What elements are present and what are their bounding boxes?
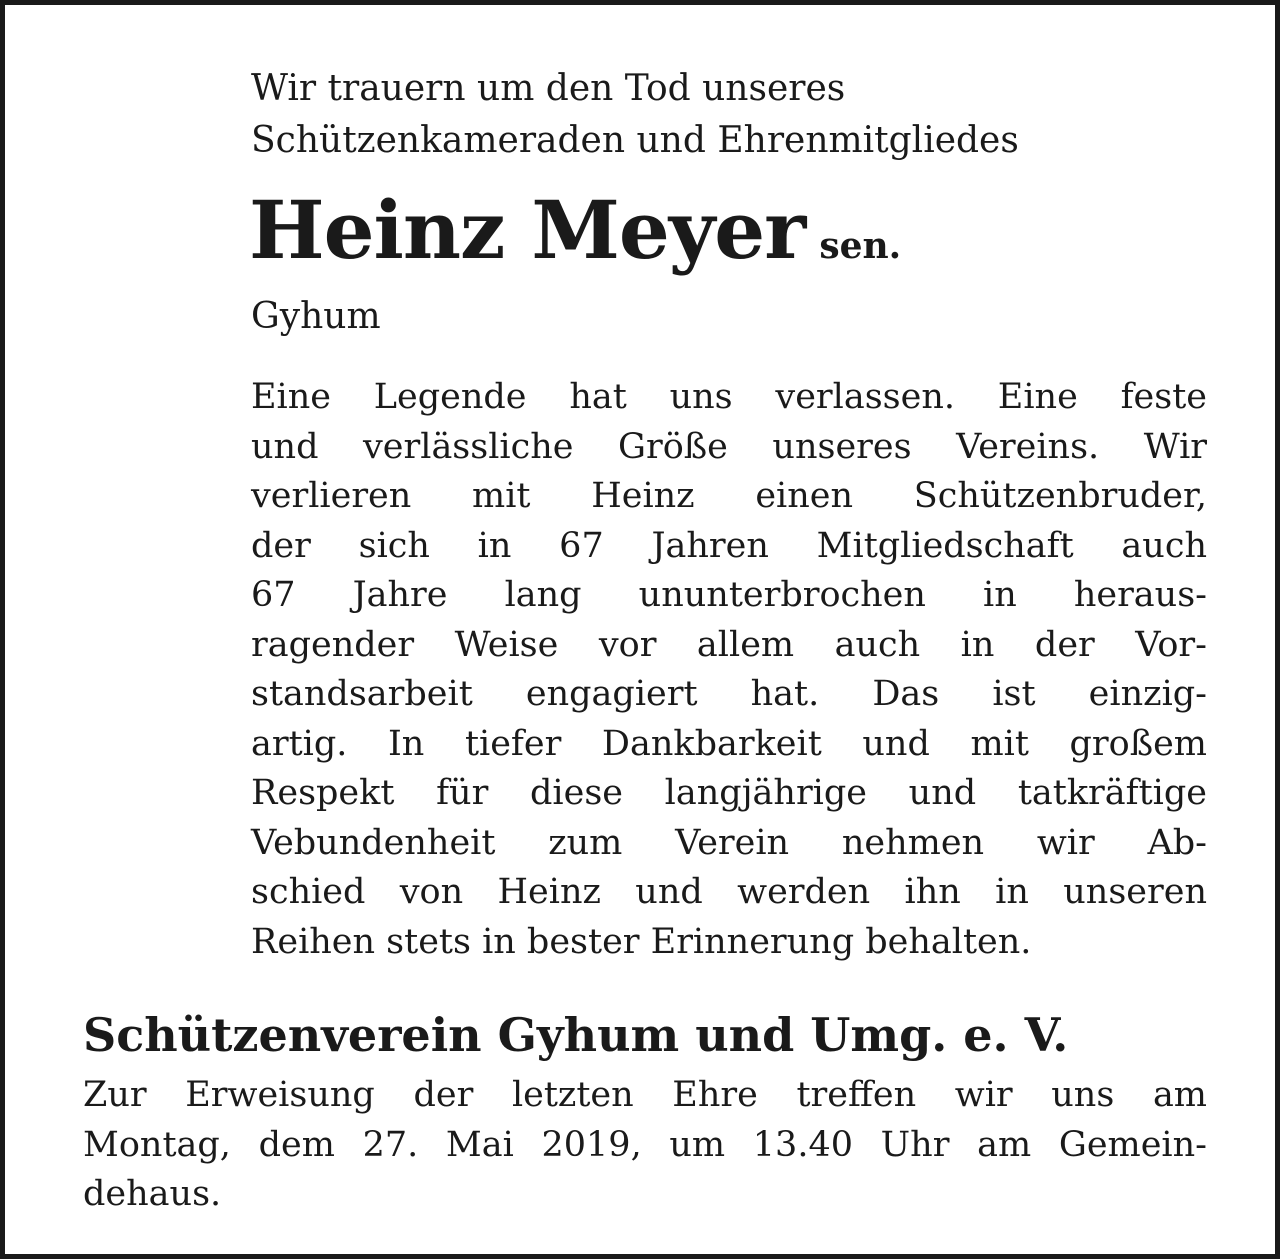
tribute-line: artig. In tiefer Dankbarkeit und mit großem xyxy=(251,723,1207,764)
tribute-line: Reihen stets in bester Erinnerung behalten. xyxy=(251,921,1032,962)
tribute-line: der sich in 67 Jahren Mitgliedschaft auch xyxy=(251,525,1207,566)
intro-line: Wir trauern um den Tod unseres xyxy=(251,68,846,109)
intro-text xyxy=(251,63,1211,167)
club-name: Schützenverein Gyhum und Umg. e. V. xyxy=(83,1008,1069,1062)
notice-line: dehaus. xyxy=(83,1174,222,1214)
tribute-line: standsarbeit engagiert hat. Das ist einzig- xyxy=(251,674,1207,714)
tribute-line: Eine Legende hat uns verlassen. Eine feste xyxy=(251,377,1207,417)
tribute-line: ragender Weise vor allem auch in der Vor- xyxy=(251,624,1207,665)
tribute-line: verlieren mit Heinz einen Schützenbruder, xyxy=(251,476,1207,516)
notice-line: Zur Erweisung der letzten Ehre treffen wir uns am xyxy=(83,1075,1207,1115)
deceased-place: Gyhum xyxy=(251,296,381,337)
notice-line: Montag, dem 27. Mai 2019, um 13.40 Uhr am Gemein- xyxy=(83,1124,1207,1165)
tribute-line: Vebundenheit zum Verein nehmen wir Ab- xyxy=(251,822,1207,863)
name-suffix: sen. xyxy=(819,225,902,267)
intro-line: Schützenkameraden und Ehrenmitgliedes xyxy=(251,120,1019,161)
tribute-line: Respekt für diese langjährige und tatkräftige xyxy=(251,773,1207,813)
tribute-line: schied von Heinz und werden ihn in unseren xyxy=(251,872,1207,912)
funeral-notice xyxy=(83,1071,1207,1220)
deceased-name-line xyxy=(249,183,901,277)
tribute-line: und verlässliche Größe unseres Vereins. Wir xyxy=(251,426,1207,467)
tribute-line: 67 Jahre lang ununterbrochen in heraus- xyxy=(251,575,1207,615)
deceased-name: Heinz Meyer xyxy=(249,183,806,277)
tribute-text xyxy=(251,373,1207,967)
